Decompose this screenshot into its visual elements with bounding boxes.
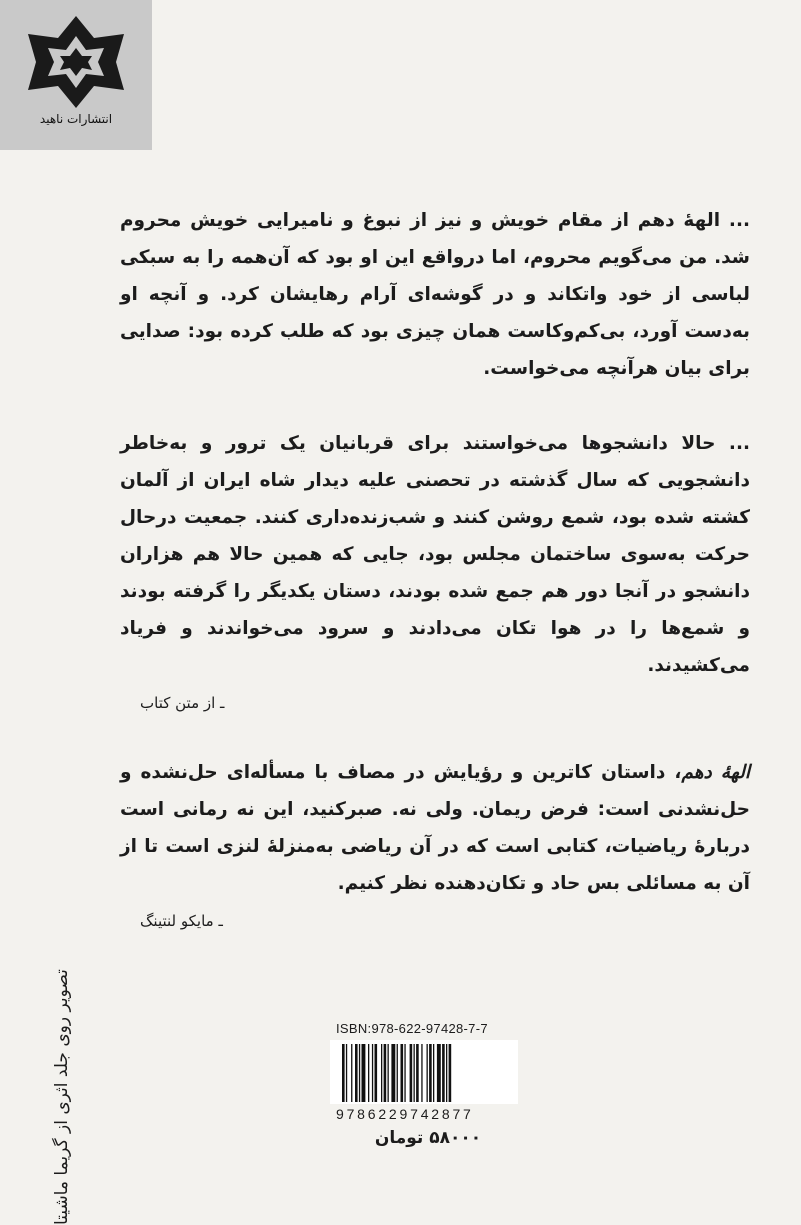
publisher-name: انتشارات ناهید bbox=[39, 112, 113, 126]
barcode-bars bbox=[342, 1044, 506, 1102]
barcode-digits: 9786229742877 bbox=[336, 1106, 474, 1122]
excerpt-paragraph-2: ... حالا دانشجوها می‌خواستند برای قربانیان یک ترور و به‌خاطر دانشجویی که سال گذشته در تحصنی علیه دیدار شاه ایران از آلمان کشته شده بود، شمع روشن کنند و شب‌زنده‌داری کنند. جمعیت درحال حرکت به‌سوی ساختمان مجلس بود، جایی که همین حالا هم هزاران دانشجو در آنجا دور هم جمع شده بودند، دستان یکدیگر را گرفته بودند و شمع‌ها را در هوا تکان می‌دادند و سرود می‌خواندند و فریاد می‌کشیدند. bbox=[120, 433, 750, 676]
publisher-logo bbox=[0, 0, 152, 150]
attribution-book: ـ از متن کتاب bbox=[140, 694, 225, 712]
cover-credit-text: تصویر روی جلد اثری از گریما ماشیتا bbox=[52, 969, 72, 1225]
excerpt-paragraph-1: ... الههٔ دهم از مقام خویش و نیز از نبوغ و نامیرایی خویش محروم شد. من می‌گویم محروم، اما درواقع این او بود که آن‌همه را به سبکی لباسی از خود واتکاند و در گوشه‌ای آرام رهایشان کرد. و آنچه او به‌دست آورد، بی‌کم‌وکاست همان چیزی بود که طلب کرده بود: صدایی برای بیان هرآنچه می‌خواست. bbox=[120, 210, 750, 379]
isbn: ISBN:978-622-97428-7-7 bbox=[336, 1021, 488, 1036]
price: ۵۸۰۰۰ تومان bbox=[374, 1128, 482, 1148]
back-cover-text bbox=[120, 202, 750, 934]
barcode bbox=[330, 1040, 518, 1104]
review-paragraph bbox=[120, 754, 750, 902]
star-logo-icon bbox=[20, 14, 132, 110]
review-text: ، داستان کاترین و رؤیایش در مصاف با مسأله‌ای حل‌نشده و حل‌نشدنی است: فرض ریمان. ولی نه. صبرکنید، این نه رمانی است دربارهٔ ریاضیات، کتابی است که در آن ریاضی به‌منزلهٔ لنزی است تا از آن به مسائلی بس حاد و تکان‌دهنده نظر کنیم. bbox=[120, 762, 750, 894]
attribution-reviewer: ـ مایکو لنتینگ bbox=[140, 912, 223, 930]
review-title: الههٔ دهم bbox=[681, 762, 750, 783]
